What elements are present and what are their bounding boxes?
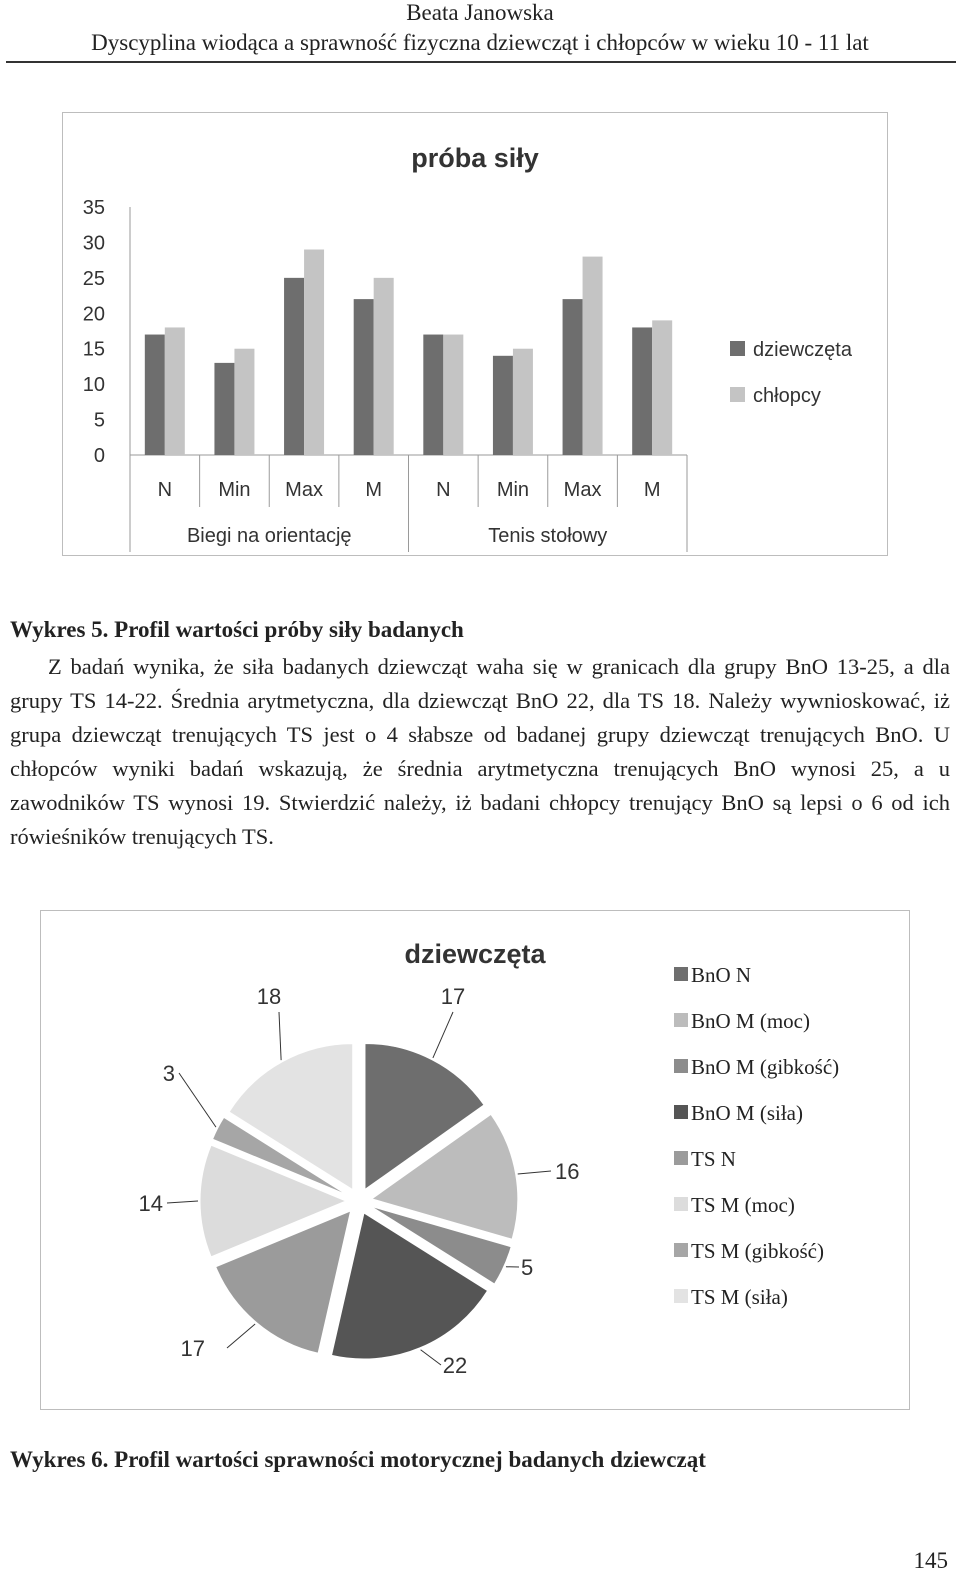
legend-swatch: [674, 1105, 688, 1119]
bar: [374, 278, 394, 455]
x-tick-label: Min: [218, 479, 251, 501]
page-number: 145: [913, 1548, 948, 1573]
bar: [652, 320, 672, 455]
legend-swatch: [674, 1243, 688, 1257]
bar-chart-title: próba siły: [411, 143, 539, 173]
legend-label: TS N: [691, 1147, 736, 1171]
y-tick-label: 15: [82, 338, 105, 361]
legend-label: chłopcy: [753, 385, 821, 407]
figure-5-caption: Wykres 5. Profil wartości próby siły badanych: [10, 617, 464, 642]
running-header-author: Beata Janowska: [406, 0, 554, 25]
running-header-title: Dyscyplina wiodąca a sprawność fizyczna dziewcząt i chłopców w wieku 10 - 11 lat: [91, 30, 869, 55]
bar: [234, 349, 254, 455]
pie-leader-line: [433, 1012, 453, 1058]
legend-swatch: [674, 1059, 688, 1073]
legend-label: TS M (moc): [691, 1193, 795, 1217]
legend-label: TS M (gibkość): [691, 1239, 824, 1263]
legend-swatch: [674, 1013, 688, 1027]
legend-label: TS M (siła): [691, 1285, 788, 1309]
bar: [632, 327, 652, 455]
figure-6-caption: Wykres 6. Profil wartości sprawności motorycznej badanych dziewcząt: [10, 1447, 706, 1472]
header-divider: [6, 61, 956, 63]
bar: [443, 335, 463, 455]
pie-leader-line: [167, 1201, 198, 1203]
x-tick-label: M: [365, 479, 383, 501]
pie-data-label: 22: [442, 1353, 468, 1378]
pie-data-label: 14: [138, 1191, 163, 1216]
x-tick-label: Max: [285, 479, 323, 501]
bar: [513, 349, 533, 455]
body-paragraph-text: Z badań wynika, że siła badanych dziewcząt waha się w granicach dla grupy BnO 13-25, a dla grupy TS 14-22. Średnia arytmetyczna, dla dziewcząt BnO 22, dla TS 18. Należy wywnioskować, iż grupa dziewcząt trenujących TS jest o 4 słabsze od badanej grupy dziewcząt trenujących BnO. U chłopców wyniki badań wskazują, że średnia arytmetyczna trenujących BnO wynosi 25, a u zawodników TS wynosi 19. Stwierdzić należy, iż badani chłopcy trenujący BnO są lepsi o 6 od ich rówieśników trenujących TS.: [10, 654, 950, 849]
bar-chart-container: [62, 112, 888, 556]
bar: [304, 250, 324, 455]
x-tick-label: Min: [496, 479, 530, 501]
y-tick-label: 35: [82, 197, 105, 219]
pie-leader-line: [518, 1171, 551, 1174]
bar: [354, 299, 374, 455]
legend-label: BnO M (siła): [691, 1101, 803, 1125]
legend-swatch: [730, 387, 745, 402]
bar: [214, 363, 234, 455]
pie-data-label: 18: [256, 984, 282, 1009]
y-tick-label: 25: [82, 267, 105, 290]
x-tick-label: N: [436, 479, 451, 501]
y-tick-label: 5: [93, 409, 105, 432]
y-tick-label: 10: [82, 374, 105, 397]
legend-swatch: [674, 1151, 688, 1165]
pie-leader-line: [279, 1012, 281, 1060]
x-tick-label: Max: [563, 479, 602, 501]
bar: [145, 335, 165, 455]
pie-data-label: 5: [521, 1255, 534, 1280]
x-tick-label: N: [157, 479, 173, 501]
y-tick-label: 0: [93, 445, 105, 467]
group-label: Tenis stołowy: [488, 525, 608, 547]
body-paragraph: [10, 650, 950, 854]
pie-leader-line: [179, 1073, 216, 1127]
bar: [583, 257, 603, 455]
pie-leader-line: [421, 1350, 441, 1365]
legend-label: BnO N: [691, 963, 752, 987]
legend-label: dziewczęta: [753, 339, 852, 361]
legend-label: BnO M (moc): [691, 1009, 810, 1033]
legend-swatch: [730, 341, 745, 356]
x-tick-label: M: [643, 479, 661, 501]
bar: [284, 278, 304, 455]
pie-data-label: 16: [555, 1159, 580, 1184]
pie-data-label: 17: [440, 984, 466, 1009]
pie-chart: [41, 911, 909, 1409]
group-label: Biegi na orientację: [186, 525, 352, 547]
y-tick-label: 30: [82, 232, 105, 255]
bar: [165, 327, 185, 455]
bar: [493, 356, 513, 455]
pie-data-label: 3: [162, 1061, 175, 1086]
bar: [563, 299, 583, 455]
bar: [423, 335, 443, 455]
legend-label: BnO M (gibkość): [691, 1055, 840, 1079]
legend-swatch: [674, 967, 688, 981]
bar-chart: [63, 113, 887, 555]
pie-leader-line: [227, 1324, 255, 1348]
legend-swatch: [674, 1197, 688, 1211]
pie-data-label: 17: [180, 1336, 205, 1361]
pie-chart-container: [40, 910, 910, 1410]
y-tick-label: 20: [82, 303, 105, 326]
legend-swatch: [674, 1289, 688, 1303]
pie-chart-title: dziewczęta: [404, 939, 546, 969]
